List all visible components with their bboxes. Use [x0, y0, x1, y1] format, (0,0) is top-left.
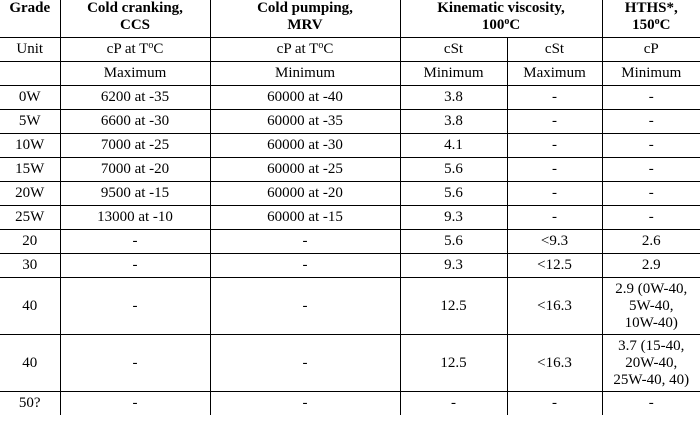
- cell-kv-min: 4.1: [400, 134, 507, 158]
- unit-mrv: cP at $T^oC$: [210, 38, 400, 62]
- limit-hths: Minimum: [602, 62, 700, 86]
- cell-ccs: 6600 at -30: [60, 110, 210, 134]
- cell-ccs: -: [60, 230, 210, 254]
- cell-grade: 20: [0, 230, 60, 254]
- cell-kv-max: -: [507, 134, 602, 158]
- cell-kv-max: <12.5: [507, 254, 602, 278]
- cell-grade: 25W: [0, 206, 60, 230]
- cell-kv-max: -: [507, 392, 602, 416]
- cell-ccs: 7000 at -20: [60, 158, 210, 182]
- cell-kv-min: 9.3: [400, 254, 507, 278]
- cell-kv-max: -: [507, 206, 602, 230]
- table-row: [0, 392, 700, 416]
- header-kinematic-viscosity: Kinematic viscosity, 100$^o$C: [400, 0, 602, 38]
- table-row: [0, 335, 700, 392]
- cell-hths: -: [602, 134, 700, 158]
- cell-hths: -: [602, 206, 700, 230]
- cell-hths: 3.7 (15-40, 20W-40, 25W-40, 40): [602, 335, 700, 392]
- unit-row: [0, 38, 700, 62]
- header-row: [0, 0, 700, 38]
- cell-kv-max: <16.3: [507, 335, 602, 392]
- cell-kv-min: -: [400, 392, 507, 416]
- cell-grade: 40: [0, 335, 60, 392]
- cell-ccs: 13000 at -10: [60, 206, 210, 230]
- cell-kv-max: -: [507, 110, 602, 134]
- cell-hths: -: [602, 86, 700, 110]
- table-row: [0, 158, 700, 182]
- cell-kv-max: <9.3: [507, 230, 602, 254]
- cell-grade: 5W: [0, 110, 60, 134]
- header-mrv: Cold pumping, MRV: [210, 0, 400, 38]
- cell-hths: -: [602, 158, 700, 182]
- cell-kv-min: 5.6: [400, 158, 507, 182]
- cell-hths: -: [602, 182, 700, 206]
- cell-grade: 15W: [0, 158, 60, 182]
- cell-ccs: -: [60, 335, 210, 392]
- cell-kv-min: 12.5: [400, 278, 507, 335]
- cell-kv-min: 3.8: [400, 86, 507, 110]
- limit-kv-min: Minimum: [400, 62, 507, 86]
- limit-label: [0, 62, 60, 86]
- unit-ccs: cP at $T^oC$: [60, 38, 210, 62]
- header-grade: Grade: [0, 0, 60, 38]
- header-hths: HTHS*, 150$^o$C: [602, 0, 700, 38]
- cell-kv-min: 3.8: [400, 110, 507, 134]
- cell-kv-min: 12.5: [400, 335, 507, 392]
- cell-kv-max: <16.3: [507, 278, 602, 335]
- cell-grade: 30: [0, 254, 60, 278]
- cell-ccs: -: [60, 392, 210, 416]
- cell-kv-max: -: [507, 158, 602, 182]
- limit-mrv: Minimum: [210, 62, 400, 86]
- cell-mrv: 60000 at -30: [210, 134, 400, 158]
- cell-hths: -: [602, 392, 700, 416]
- cell-kv-max: -: [507, 182, 602, 206]
- cell-kv-min: 5.6: [400, 182, 507, 206]
- limit-row: [0, 62, 700, 86]
- cell-kv-min: 5.6: [400, 230, 507, 254]
- cell-mrv: -: [210, 230, 400, 254]
- unit-label: Unit: [0, 38, 60, 62]
- cell-grade: 50?: [0, 392, 60, 416]
- cell-mrv: -: [210, 335, 400, 392]
- unit-kv-max: cSt: [507, 38, 602, 62]
- cell-ccs: 6200 at -35: [60, 86, 210, 110]
- table-row: [0, 86, 700, 110]
- cell-mrv: 60000 at -40: [210, 86, 400, 110]
- cell-grade: 20W: [0, 182, 60, 206]
- header-ccs: Cold cranking, CCS: [60, 0, 210, 38]
- cell-ccs: -: [60, 278, 210, 335]
- cell-ccs: 7000 at -25: [60, 134, 210, 158]
- cell-grade: 10W: [0, 134, 60, 158]
- table-row: [0, 206, 700, 230]
- limit-ccs: Maximum: [60, 62, 210, 86]
- table-row: [0, 254, 700, 278]
- cell-mrv: -: [210, 392, 400, 416]
- cell-ccs: -: [60, 254, 210, 278]
- cell-kv-min: 9.3: [400, 206, 507, 230]
- cell-hths: 2.6: [602, 230, 700, 254]
- cell-mrv: 60000 at -15: [210, 206, 400, 230]
- cell-mrv: 60000 at -25: [210, 158, 400, 182]
- cell-ccs: 9500 at -15: [60, 182, 210, 206]
- limit-kv-max: Maximum: [507, 62, 602, 86]
- table-row: [0, 230, 700, 254]
- cell-mrv: -: [210, 278, 400, 335]
- cell-mrv: 60000 at -35: [210, 110, 400, 134]
- cell-mrv: 60000 at -20: [210, 182, 400, 206]
- table-row: [0, 134, 700, 158]
- cell-hths: 2.9: [602, 254, 700, 278]
- cell-hths: 2.9 (0W-40, 5W-40, 10W-40): [602, 278, 700, 335]
- cell-grade: 0W: [0, 86, 60, 110]
- cell-kv-max: -: [507, 86, 602, 110]
- unit-kv-min: cSt: [400, 38, 507, 62]
- unit-hths: cP: [602, 38, 700, 62]
- cell-hths: -: [602, 110, 700, 134]
- cell-grade: 40: [0, 278, 60, 335]
- table-row: [0, 110, 700, 134]
- table-row: [0, 278, 700, 335]
- cell-mrv: -: [210, 254, 400, 278]
- table-row: [0, 182, 700, 206]
